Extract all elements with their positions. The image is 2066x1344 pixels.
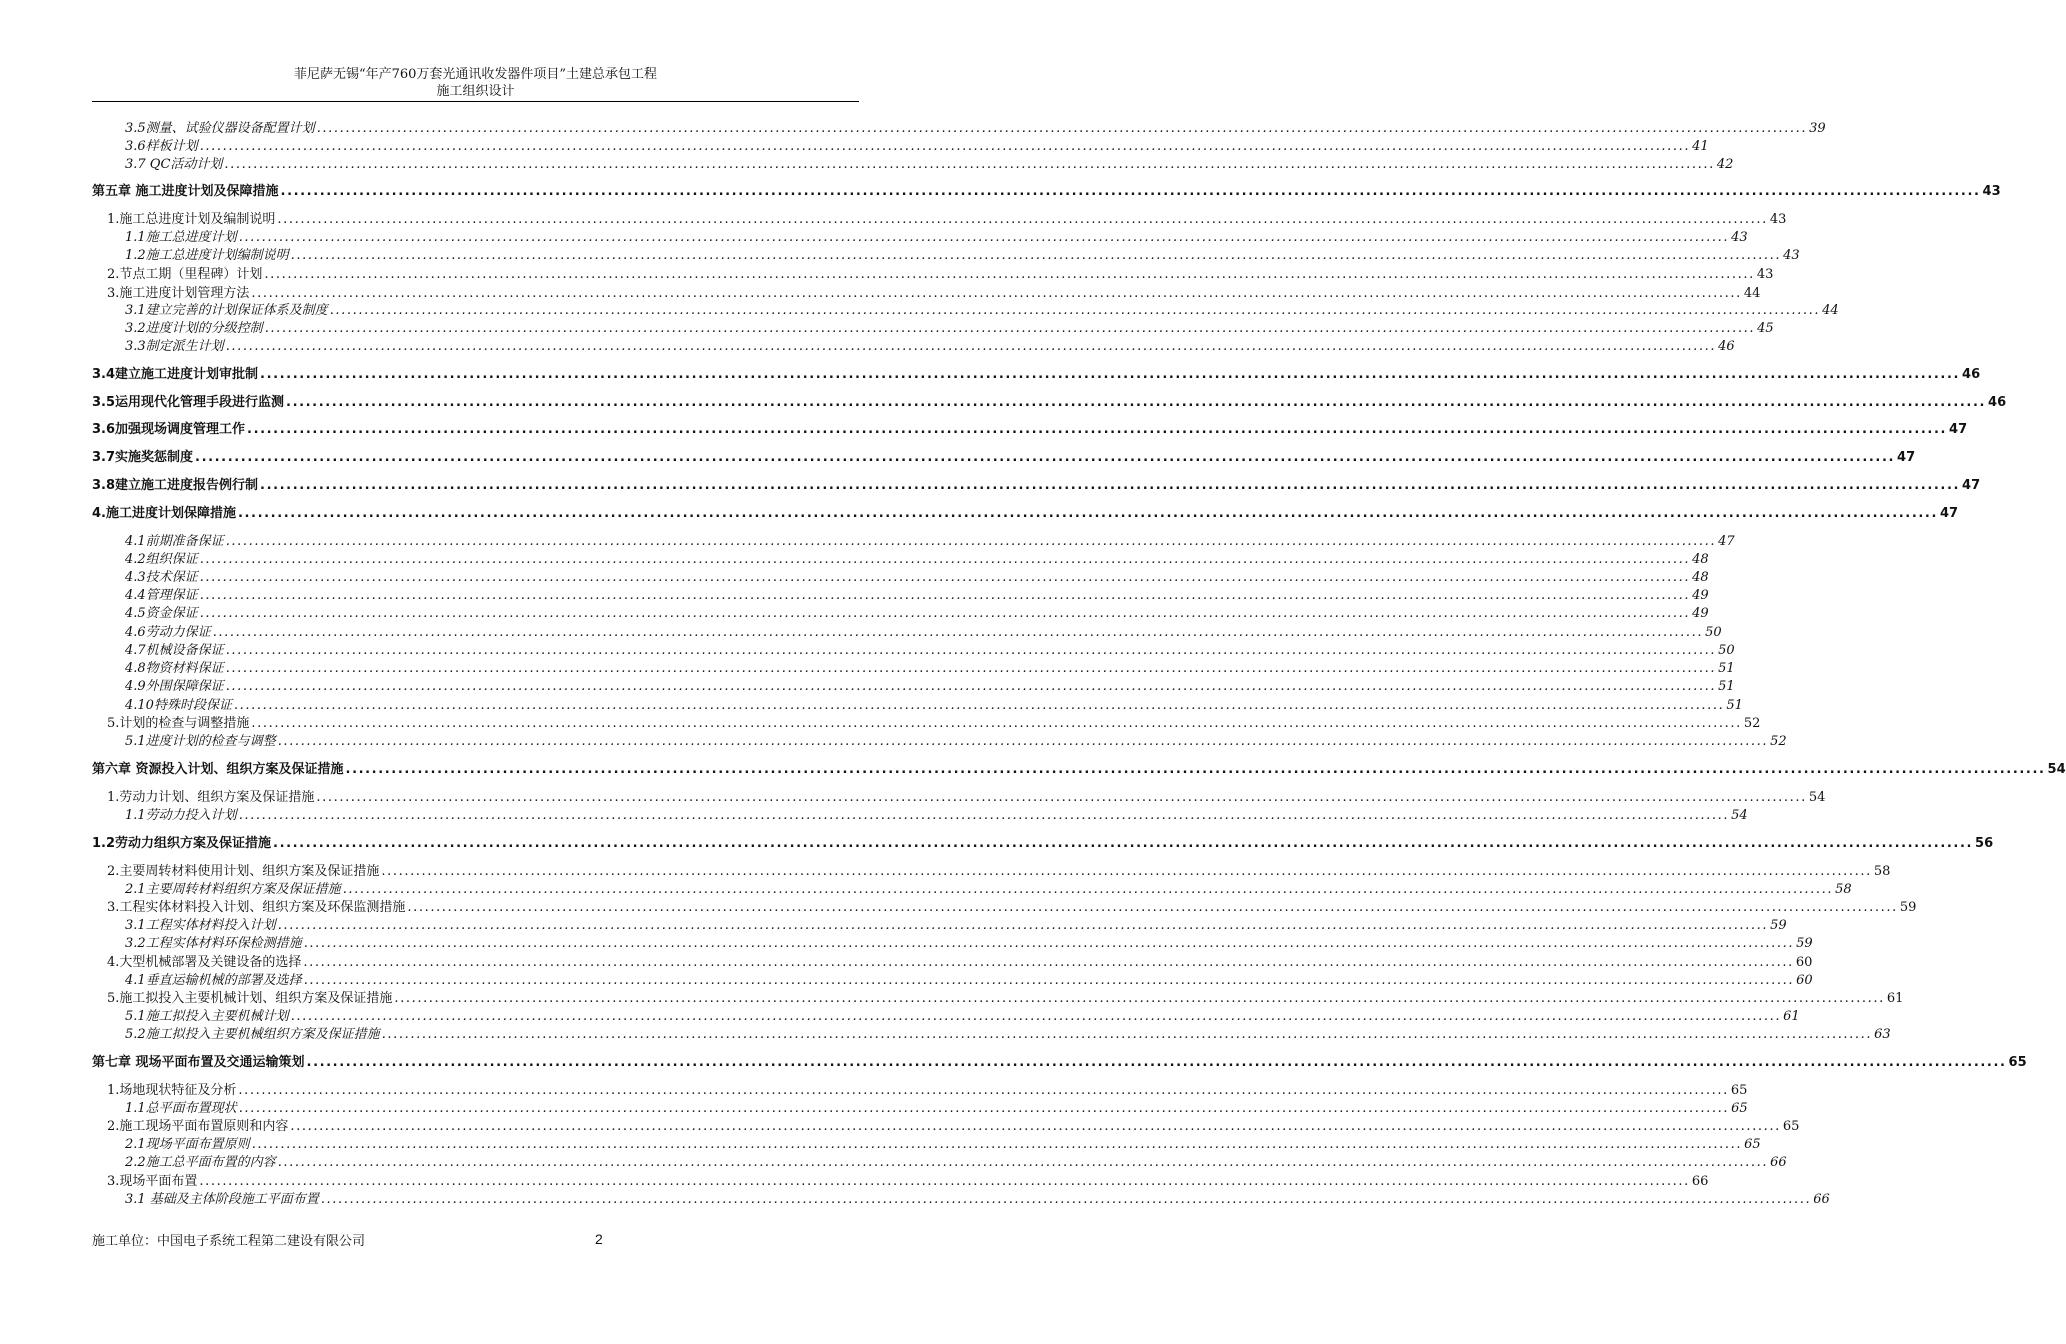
toc-entry-page: 65	[1731, 1101, 1748, 1116]
toc-dot-leader: ....................................................................................................................................................................................................................................................................	[251, 716, 1742, 731]
toc-entry-title: 4.1前期准备保证	[125, 534, 224, 549]
toc-entry-title: 1.1劳动力投入计划	[125, 808, 237, 823]
toc-entry-page: 60	[1796, 973, 1813, 988]
toc-entry-title: 3.6加强现场调度管理工作	[92, 422, 246, 437]
toc-entry-page: 47	[1897, 450, 1916, 465]
toc-entry-title: 3.8建立施工进度报告例行制	[92, 478, 259, 493]
toc-entry[interactable]	[107, 951, 1813, 970]
toc-entry[interactable]	[92, 180, 2001, 199]
toc-entry-page: 46	[1988, 395, 2007, 410]
toc-entry-title: 3.工程实体材料投入计划、组织方案及环保监测措施	[107, 900, 406, 915]
toc-entry-title: 4.大型机械部署及关键设备的选择	[107, 955, 302, 970]
toc-dot-leader: ....................................................................................................................................................................................................................................................................	[277, 1155, 1769, 1170]
toc-dot-leader: ....................................................................................................................................................................................................................................................................	[290, 1009, 1782, 1024]
toc-entry-title: 3.1工程实体材料投入计划	[125, 918, 276, 933]
toc-entry-page: 46	[1718, 339, 1735, 354]
toc-entry-page: 51	[1718, 661, 1735, 676]
toc-entry-title: 5.2施工拟投入主要机械组织方案及保证措施	[125, 1027, 380, 1042]
toc-entry[interactable]	[107, 1170, 1709, 1189]
toc-entry-title: 2.施工现场平面布置原则和内容	[107, 1119, 289, 1134]
header-project-title: 菲尼萨无锡“年产760万套光通讯收发器件项目”土建总承包工程	[293, 67, 658, 82]
toc-entry[interactable]	[125, 621, 1722, 640]
toc-dot-leader: ....................................................................................................................................................................................................................................................................	[195, 450, 1896, 465]
toc-entry[interactable]	[125, 1133, 1761, 1152]
toc-dot-leader: ....................................................................................................................................................................................................................................................................	[303, 973, 1795, 988]
toc-entry-page: 50	[1718, 643, 1735, 658]
toc-entry[interactable]	[125, 969, 1813, 988]
toc-entry-title: 1.劳动力计划、组织方案及保证措施	[107, 790, 315, 805]
toc-entry[interactable]	[125, 530, 1735, 549]
toc-entry[interactable]	[125, 694, 1743, 713]
toc-entry-page: 47	[1962, 478, 1981, 493]
toc-dot-leader: ....................................................................................................................................................................................................................................................................	[303, 936, 1795, 951]
toc-entry-page: 45	[1757, 321, 1774, 336]
toc-dot-leader: ....................................................................................................................................................................................................................................................................	[225, 661, 1717, 676]
toc-entry[interactable]	[125, 1151, 1787, 1170]
toc-entry-page: 43	[1982, 184, 2001, 199]
toc-entry-page: 66	[1691, 1174, 1709, 1189]
toc-dot-leader: ....................................................................................................................................................................................................................................................................	[225, 679, 1717, 694]
toc-entry[interactable]	[125, 584, 1709, 603]
toc-entry[interactable]	[125, 932, 1813, 951]
toc-entry-title: 3.2进度计划的分级控制	[125, 321, 263, 336]
toc-entry-title: 5.1施工拟投入主要机械计划	[125, 1009, 289, 1024]
toc-entry-title: 2.1现场平面布置原则	[125, 1137, 250, 1152]
toc-entry[interactable]	[125, 914, 1787, 933]
toc-entry-title: 4.6劳动力保证	[125, 625, 211, 640]
toc-entry[interactable]	[107, 987, 1904, 1006]
toc-dot-leader: ....................................................................................................................................................................................................................................................................	[199, 570, 1691, 585]
header-doc-title: 施工组织设计	[436, 84, 515, 99]
toc-entry[interactable]	[125, 878, 1852, 897]
toc-entry-page: 43	[1783, 248, 1800, 263]
toc-entry-title: 3.5运用现代化管理手段进行监测	[92, 395, 285, 410]
toc-entry-title: 5.1进度计划的检查与调整	[125, 734, 276, 749]
toc-dot-leader: ....................................................................................................................................................................................................................................................................	[273, 836, 1974, 851]
toc-dot-leader: ....................................................................................................................................................................................................................................................................	[260, 478, 1961, 493]
toc-entry-title: 3.1建立完善的计划保证体系及制度	[125, 303, 328, 318]
toc-dot-leader: ....................................................................................................................................................................................................................................................................	[316, 790, 1807, 805]
toc-entry[interactable]	[92, 418, 1968, 437]
toc-entry-title: 3.5测量、试验仪器设备配置计划	[125, 121, 315, 136]
toc-dot-leader: ....................................................................................................................................................................................................................................................................	[394, 991, 1885, 1006]
toc-entry-page: 58	[1835, 882, 1852, 897]
toc-entry-title: 4.9外围保障保证	[125, 679, 224, 694]
toc-entry-page: 66	[1770, 1155, 1787, 1170]
toc-entry[interactable]	[125, 1097, 1748, 1116]
toc-entry-title: 3.7实施奖惩制度	[92, 450, 194, 465]
toc-entry-title: 3.施工进度计划管理方法	[107, 286, 250, 301]
toc-entry-title: 2.节点工期（里程碑）计划	[107, 267, 263, 282]
toc-entry[interactable]	[125, 1023, 1891, 1042]
toc-dot-leader: ....................................................................................................................................................................................................................................................................	[237, 506, 1938, 521]
toc-dot-leader: ....................................................................................................................................................................................................................................................................	[247, 422, 1948, 437]
toc-entry[interactable]	[125, 226, 1748, 245]
toc-entry-page: 52	[1770, 734, 1787, 749]
toc-dot-leader: ....................................................................................................................................................................................................................................................................	[264, 267, 1755, 282]
toc-entry[interactable]	[92, 758, 2066, 777]
toc-entry-page: 58	[1873, 864, 1891, 879]
toc-entry-title: 2.主要周转材料使用计划、组织方案及保证措施	[107, 864, 380, 879]
toc-entry-page: 54	[1731, 808, 1748, 823]
toc-dot-leader: ....................................................................................................................................................................................................................................................................	[264, 321, 1756, 336]
toc-dot-leader: ....................................................................................................................................................................................................................................................................	[251, 286, 1742, 301]
toc-entry[interactable]	[92, 502, 1959, 521]
toc-entry-title: 2.1主要周转材料组织方案及保证措施	[125, 882, 341, 897]
toc-entry[interactable]	[125, 335, 1735, 354]
toc-entry-page: 48	[1692, 552, 1709, 567]
toc-entry-title: 3.4建立施工进度计划审批制	[92, 367, 259, 382]
toc-entry-title: 1.1施工总进度计划	[125, 230, 237, 245]
toc-dot-leader: ....................................................................................................................................................................................................................................................................	[407, 900, 1898, 915]
toc-entry[interactable]	[92, 832, 1994, 851]
toc-entry[interactable]	[92, 474, 1981, 493]
toc-entry[interactable]	[125, 675, 1735, 694]
toc-entry-title: 1.2劳动力组织方案及保证措施	[92, 836, 272, 851]
toc-dot-leader: ....................................................................................................................................................................................................................................................................	[381, 1027, 1873, 1042]
toc-dot-leader: ....................................................................................................................................................................................................................................................................	[199, 1174, 1690, 1189]
toc-entry[interactable]	[125, 317, 1774, 336]
toc-entry[interactable]	[125, 602, 1709, 621]
toc-entry[interactable]	[125, 730, 1787, 749]
toc-dot-leader: ....................................................................................................................................................................................................................................................................	[345, 762, 2046, 777]
toc-entry[interactable]	[125, 804, 1748, 823]
toc-entry-title: 3.7 QC活动计划	[125, 157, 223, 172]
toc-dot-leader: ....................................................................................................................................................................................................................................................................	[238, 1101, 1730, 1116]
toc-dot-leader: ....................................................................................................................................................................................................................................................................	[225, 643, 1717, 658]
toc-entry[interactable]	[107, 860, 1891, 879]
toc-entry[interactable]	[107, 712, 1761, 731]
toc-entry-page: 49	[1692, 588, 1709, 603]
toc-dot-leader: ....................................................................................................................................................................................................................................................................	[280, 184, 1981, 199]
toc-dot-leader: ....................................................................................................................................................................................................................................................................	[199, 139, 1691, 154]
toc-entry-title: 4.1垂直运输机械的部署及选择	[125, 973, 302, 988]
toc-entry-title: 3.3制定派生计划	[125, 339, 224, 354]
toc-entry-page: 59	[1899, 900, 1917, 915]
toc-dot-leader: ....................................................................................................................................................................................................................................................................	[199, 606, 1691, 621]
toc-dot-leader: ....................................................................................................................................................................................................................................................................	[238, 230, 1730, 245]
toc-entry[interactable]	[92, 1051, 2027, 1070]
toc-entry-page: 50	[1705, 625, 1722, 640]
toc-dot-leader: ....................................................................................................................................................................................................................................................................	[329, 303, 1821, 318]
toc-dot-leader: ....................................................................................................................................................................................................................................................................	[199, 588, 1691, 603]
toc-dot-leader: ....................................................................................................................................................................................................................................................................	[290, 1119, 1781, 1134]
toc-entry-title: 第五章 施工进度计划及保障措施	[92, 184, 279, 199]
toc-entry-title: 4.5资金保证	[125, 606, 198, 621]
toc-entry-page: 43	[1731, 230, 1748, 245]
toc-entry[interactable]	[92, 446, 1916, 465]
toc-entry[interactable]	[107, 263, 1774, 282]
toc-entry-page: 65	[1744, 1137, 1761, 1152]
toc-entry-page: 51	[1726, 698, 1743, 713]
toc-entry-page: 39	[1809, 121, 1826, 136]
toc-entry[interactable]	[125, 548, 1709, 567]
toc-entry-title: 1.场地现状特征及分析	[107, 1083, 237, 1098]
toc-entry-page: 52	[1743, 716, 1761, 731]
toc-dot-leader: ....................................................................................................................................................................................................................................................................	[277, 734, 1769, 749]
toc-entry-page: 44	[1822, 303, 1839, 318]
toc-entry[interactable]	[107, 1079, 1748, 1098]
toc-entry-page: 43	[1769, 212, 1787, 227]
toc-dot-leader: ....................................................................................................................................................................................................................................................................	[303, 955, 1794, 970]
toc-entry-page: 47	[1940, 506, 1959, 521]
toc-entry[interactable]	[92, 363, 1981, 382]
toc-entry-title: 3.6样板计划	[125, 139, 198, 154]
toc-dot-leader: ....................................................................................................................................................................................................................................................................	[225, 339, 1717, 354]
toc-entry-title: 3.现场平面布置	[107, 1174, 198, 1189]
toc-entry-page: 47	[1718, 534, 1735, 549]
toc-entry[interactable]	[125, 244, 1800, 263]
toc-entry-title: 第七章 现场平面布置及交通运输策划	[92, 1055, 305, 1070]
toc-entry-page: 65	[2008, 1055, 2027, 1070]
toc-entry-page: 65	[1782, 1119, 1800, 1134]
toc-dot-leader: ....................................................................................................................................................................................................................................................................	[277, 212, 1768, 227]
toc-entry-page: 44	[1743, 286, 1761, 301]
toc-dot-leader: ....................................................................................................................................................................................................................................................................	[306, 1055, 2007, 1070]
footer-page-number: 2	[595, 1231, 603, 1247]
toc-entry[interactable]	[125, 657, 1735, 676]
toc-entry-page: 63	[1874, 1027, 1891, 1042]
toc-entry[interactable]	[125, 153, 1734, 172]
toc-dot-leader: ....................................................................................................................................................................................................................................................................	[320, 1192, 1812, 1207]
toc-dot-leader: ....................................................................................................................................................................................................................................................................	[316, 121, 1808, 136]
toc-dot-leader: ....................................................................................................................................................................................................................................................................	[224, 157, 1715, 172]
toc-entry-page: 60	[1795, 955, 1813, 970]
toc-entry-title: 4.8物资材料保证	[125, 661, 224, 676]
toc-entry-page: 47	[1949, 422, 1968, 437]
toc-entry-page: 48	[1692, 570, 1709, 585]
toc-entry[interactable]	[125, 299, 1839, 318]
toc-dot-leader: ....................................................................................................................................................................................................................................................................	[212, 625, 1704, 640]
toc-dot-leader: ....................................................................................................................................................................................................................................................................	[277, 918, 1769, 933]
toc-dot-leader: ....................................................................................................................................................................................................................................................................	[225, 534, 1717, 549]
toc-dot-leader: ....................................................................................................................................................................................................................................................................	[260, 367, 1961, 382]
toc-entry-page: 41	[1692, 139, 1709, 154]
toc-dot-leader: ....................................................................................................................................................................................................................................................................	[199, 552, 1691, 567]
toc-entry-page: 43	[1756, 267, 1774, 282]
toc-entry-title: 4.7机械设备保证	[125, 643, 224, 658]
toc-entry-page: 56	[1975, 836, 1994, 851]
toc-entry[interactable]	[107, 208, 1787, 227]
toc-entry[interactable]	[125, 566, 1709, 585]
toc-entry[interactable]	[125, 1005, 1800, 1024]
toc-entry-page: 42	[1716, 157, 1734, 172]
toc-entry-title: 4.10特殊时段保证	[125, 698, 232, 713]
toc-entry-title: 4.2组织保证	[125, 552, 198, 567]
toc-entry-title: 1.1总平面布置现状	[125, 1101, 237, 1116]
toc-entry-page: 51	[1718, 679, 1735, 694]
toc-dot-leader: ....................................................................................................................................................................................................................................................................	[290, 248, 1782, 263]
toc-entry[interactable]	[125, 117, 1826, 136]
toc-entry-page: 54	[2047, 762, 2066, 777]
toc-entry-title: 4.3技术保证	[125, 570, 198, 585]
toc-entry-page: 66	[1813, 1192, 1830, 1207]
toc-entry-title: 1.2施工总进度计划编制说明	[125, 248, 289, 263]
toc-entry-title: 1.施工总进度计划及编制说明	[107, 212, 276, 227]
toc-entry-title: 3.1 基础及主体阶段施工平面布置	[125, 1192, 319, 1207]
toc-entry-title: 第六章 资源投入计划、组织方案及保证措施	[92, 762, 344, 777]
toc-dot-leader: ....................................................................................................................................................................................................................................................................	[233, 698, 1725, 713]
toc-dot-leader: ....................................................................................................................................................................................................................................................................	[342, 882, 1834, 897]
toc-entry[interactable]	[125, 1188, 1830, 1207]
toc-entry-title: 5.施工拟投入主要机械计划、组织方案及保证措施	[107, 991, 393, 1006]
toc-entry-page: 61	[1886, 991, 1904, 1006]
toc-entry[interactable]	[125, 135, 1709, 154]
toc-entry[interactable]	[107, 896, 1917, 915]
toc-dot-leader: ....................................................................................................................................................................................................................................................................	[381, 864, 1872, 879]
toc-entry-page: 59	[1770, 918, 1787, 933]
toc-entry-page: 54	[1808, 790, 1826, 805]
toc-entry-title: 5.计划的检查与调整措施	[107, 716, 250, 731]
toc-entry[interactable]	[107, 786, 1826, 805]
toc-dot-leader: ....................................................................................................................................................................................................................................................................	[238, 808, 1730, 823]
toc-entry-page: 59	[1796, 936, 1813, 951]
toc-entry-title: 4.施工进度计划保障措施	[92, 506, 236, 521]
toc-dot-leader: ....................................................................................................................................................................................................................................................................	[251, 1137, 1743, 1152]
toc-entry-title: 4.4管理保证	[125, 588, 198, 603]
toc-dot-leader: ....................................................................................................................................................................................................................................................................	[286, 395, 1987, 410]
toc-entry-title: 3.2工程实体材料环保检测措施	[125, 936, 302, 951]
toc-entry-page: 65	[1730, 1083, 1748, 1098]
toc-dot-leader: ....................................................................................................................................................................................................................................................................	[238, 1083, 1729, 1098]
toc-entry-page: 46	[1962, 367, 1981, 382]
toc-entry[interactable]	[92, 391, 2007, 410]
toc-entry-page: 61	[1783, 1009, 1800, 1024]
toc-entry-title: 2.2施工总平面布置的内容	[125, 1155, 276, 1170]
footer-company: 施工单位：中国电子系统工程第二建设有限公司	[92, 1234, 366, 1249]
toc-entry[interactable]	[125, 639, 1735, 658]
toc-entry-page: 49	[1692, 606, 1709, 621]
toc-entry[interactable]	[107, 1115, 1800, 1134]
